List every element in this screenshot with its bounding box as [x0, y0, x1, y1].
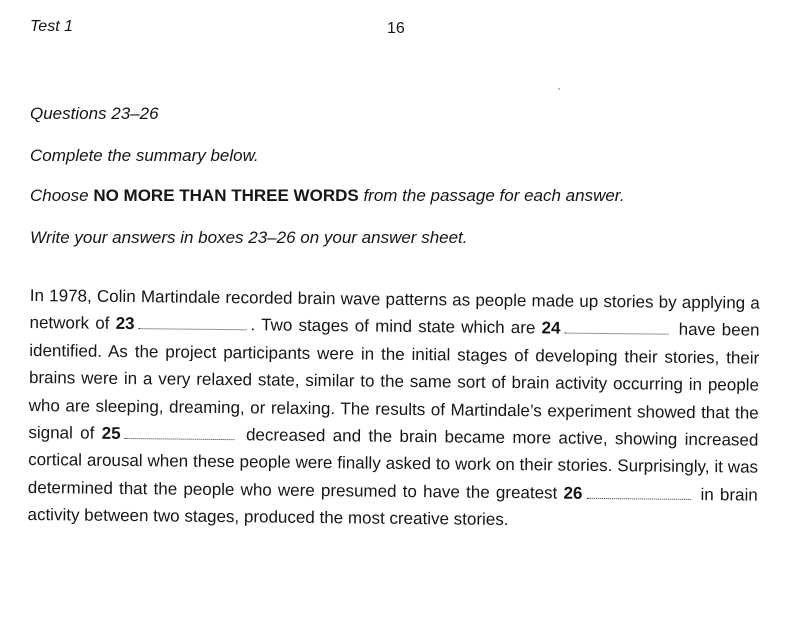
answer-blank-26[interactable]	[586, 485, 690, 500]
question-number-26: 26	[563, 483, 583, 503]
answer-blank-23[interactable]	[139, 316, 247, 331]
summary-paragraph	[27, 282, 760, 536]
questions-heading: Questions 23–26	[30, 104, 159, 123]
question-number-24: 24	[541, 318, 561, 338]
choose-suffix: from the passage for each answer.	[358, 186, 625, 205]
question-number-25: 25	[101, 423, 121, 443]
summary-text-2: . Two stages of mind state which are	[250, 315, 536, 338]
question-number-23: 23	[115, 314, 135, 334]
page-number: 16	[387, 20, 405, 37]
word-limit: NO MORE THAN THREE WORDS	[93, 186, 359, 205]
summary-text-3: have been identified. As the project participants were in the initial stages of developing their stories, their brains were in a very relaxed state, similar to the same sort of brain activity occurring in people who are sleeping, dreaming, or relaxing. The results of Martindale’s experiment showed that the signal of	[28, 320, 760, 443]
summary-text-1: In 1978, Colin Martindale recorded brain wave patterns as people made up stories by applying a network of	[29, 285, 760, 334]
choose-prefix: Choose	[30, 186, 94, 205]
summary-text-5: in brain activity between two stages, produced the most creative stories.	[27, 484, 758, 530]
test-label: Test 1	[30, 18, 73, 35]
instruction-write: Write your answers in boxes 23–26 on your answer sheet.	[30, 228, 468, 247]
instruction-complete: Complete the summary below.	[30, 146, 259, 165]
instruction-choose	[30, 186, 625, 206]
summary-text-4: decreased and the brain became more active, showing increased cortical arousal when these people were finally asked to work on their stories. Surprisingly, it was determined that the people who were presumed to have the greatest	[27, 425, 759, 503]
answer-blank-24[interactable]	[564, 320, 668, 335]
scan-speck	[558, 88, 560, 90]
answer-blank-25[interactable]	[125, 425, 235, 440]
